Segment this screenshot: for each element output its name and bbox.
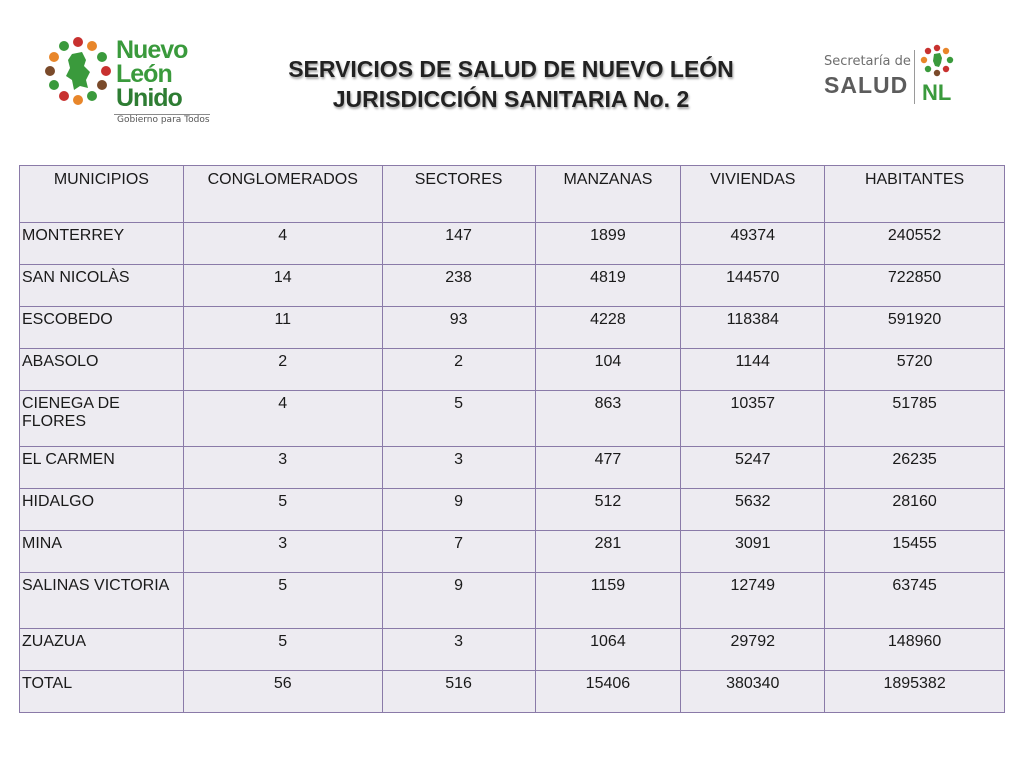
header-municipios: MUNICIPIOS bbox=[20, 166, 184, 223]
cell-sectores: 2 bbox=[382, 349, 535, 391]
cell-municipio: MINA bbox=[20, 531, 184, 573]
cell-habitantes: 591920 bbox=[825, 307, 1005, 349]
table-row bbox=[20, 573, 1005, 629]
cell-habitantes: 240552 bbox=[825, 223, 1005, 265]
cell-conglomerados: 2 bbox=[183, 349, 382, 391]
table-row bbox=[20, 489, 1005, 531]
nl-emblem-icon bbox=[920, 44, 954, 78]
cell-viviendas: 118384 bbox=[681, 307, 825, 349]
cell-municipio: ABASOLO bbox=[20, 349, 184, 391]
table-row bbox=[20, 391, 1005, 447]
cell-sectores: 3 bbox=[382, 447, 535, 489]
logo-word-nuevo: Nuevo bbox=[116, 36, 188, 64]
header-manzanas: MANZANAS bbox=[535, 166, 681, 223]
cell-viviendas: 5247 bbox=[681, 447, 825, 489]
cell-manzanas: 4819 bbox=[535, 265, 681, 307]
cell-manzanas: 4228 bbox=[535, 307, 681, 349]
logo-salud-text: SALUD bbox=[824, 72, 909, 98]
cell-total-manzanas: 15406 bbox=[535, 671, 681, 713]
page-subtitle: JURISDICCIÓN SANITARIA No. 2 bbox=[332, 86, 690, 112]
cell-manzanas: 477 bbox=[535, 447, 681, 489]
cell-municipio: CIENEGA DE FLORES bbox=[20, 391, 184, 447]
cell-conglomerados: 3 bbox=[183, 531, 382, 573]
cell-conglomerados: 14 bbox=[183, 265, 382, 307]
table-row bbox=[20, 629, 1005, 671]
cell-conglomerados: 3 bbox=[183, 447, 382, 489]
cell-sectores: 3 bbox=[382, 629, 535, 671]
cell-conglomerados: 5 bbox=[183, 629, 382, 671]
logo-word-unido: Unido bbox=[116, 84, 182, 112]
nuevo-leon-emblem-icon bbox=[44, 36, 112, 108]
cell-viviendas: 49374 bbox=[681, 223, 825, 265]
cell-municipio: ZUAZUA bbox=[20, 629, 184, 671]
cell-total-label: TOTAL bbox=[20, 671, 184, 713]
cell-total-habitantes: 1895382 bbox=[825, 671, 1005, 713]
cell-habitantes: 51785 bbox=[825, 391, 1005, 447]
cell-sectores: 147 bbox=[382, 223, 535, 265]
cell-sectores: 238 bbox=[382, 265, 535, 307]
header-conglomerados: CONGLOMERADOS bbox=[183, 166, 382, 223]
secretaria-salud-logo bbox=[822, 44, 962, 108]
header-habitantes: HABITANTES bbox=[825, 166, 1005, 223]
cell-habitantes: 5720 bbox=[825, 349, 1005, 391]
cell-viviendas: 5632 bbox=[681, 489, 825, 531]
cell-municipio: EL CARMEN bbox=[20, 447, 184, 489]
cell-sectores: 93 bbox=[382, 307, 535, 349]
cell-manzanas: 104 bbox=[535, 349, 681, 391]
logo-tagline: Gobierno para Todos bbox=[117, 115, 210, 125]
table-row bbox=[20, 349, 1005, 391]
cell-conglomerados: 5 bbox=[183, 573, 382, 629]
cell-conglomerados: 4 bbox=[183, 223, 382, 265]
cell-viviendas: 1144 bbox=[681, 349, 825, 391]
cell-habitantes: 63745 bbox=[825, 573, 1005, 629]
municipios-table bbox=[19, 165, 1005, 713]
cell-sectores: 5 bbox=[382, 391, 535, 447]
cell-municipio: MONTERREY bbox=[20, 223, 184, 265]
cell-conglomerados: 4 bbox=[183, 391, 382, 447]
cell-viviendas: 10357 bbox=[681, 391, 825, 447]
logo-word-leon: León bbox=[116, 60, 172, 88]
cell-manzanas: 1899 bbox=[535, 223, 681, 265]
table-row bbox=[20, 265, 1005, 307]
cell-municipio: SALINAS VICTORIA bbox=[20, 573, 184, 629]
cell-conglomerados: 11 bbox=[183, 307, 382, 349]
cell-manzanas: 1159 bbox=[535, 573, 681, 629]
cell-sectores: 9 bbox=[382, 489, 535, 531]
header-sectores: SECTORES bbox=[382, 166, 535, 223]
table-header-row bbox=[20, 166, 1005, 223]
cell-total-sectores: 516 bbox=[382, 671, 535, 713]
cell-total-conglomerados: 56 bbox=[183, 671, 382, 713]
table-row bbox=[20, 447, 1005, 489]
cell-municipio: SAN NICOLÀS bbox=[20, 265, 184, 307]
cell-total-viviendas: 380340 bbox=[681, 671, 825, 713]
cell-manzanas: 863 bbox=[535, 391, 681, 447]
logo-divider bbox=[914, 50, 915, 104]
cell-conglomerados: 5 bbox=[183, 489, 382, 531]
cell-habitantes: 722850 bbox=[825, 265, 1005, 307]
table-row bbox=[20, 223, 1005, 265]
table-total-row bbox=[20, 671, 1005, 713]
table-row bbox=[20, 307, 1005, 349]
cell-habitantes: 148960 bbox=[825, 629, 1005, 671]
cell-habitantes: 28160 bbox=[825, 489, 1005, 531]
page-title: SERVICIOS DE SALUD DE NUEVO LEÓN bbox=[288, 56, 734, 82]
logo-secretaria-text: Secretaría de bbox=[824, 54, 911, 69]
nuevo-leon-unido-logo bbox=[44, 36, 224, 128]
cell-habitantes: 15455 bbox=[825, 531, 1005, 573]
cell-municipio: ESCOBEDO bbox=[20, 307, 184, 349]
cell-manzanas: 281 bbox=[535, 531, 681, 573]
cell-viviendas: 29792 bbox=[681, 629, 825, 671]
cell-manzanas: 1064 bbox=[535, 629, 681, 671]
cell-manzanas: 512 bbox=[535, 489, 681, 531]
cell-viviendas: 3091 bbox=[681, 531, 825, 573]
cell-municipio: HIDALGO bbox=[20, 489, 184, 531]
cell-habitantes: 26235 bbox=[825, 447, 1005, 489]
header-viviendas: VIVIENDAS bbox=[681, 166, 825, 223]
logo-nl-text: NL bbox=[922, 80, 952, 105]
cell-sectores: 9 bbox=[382, 573, 535, 629]
cell-viviendas: 144570 bbox=[681, 265, 825, 307]
cell-viviendas: 12749 bbox=[681, 573, 825, 629]
cell-sectores: 7 bbox=[382, 531, 535, 573]
table-row bbox=[20, 531, 1005, 573]
